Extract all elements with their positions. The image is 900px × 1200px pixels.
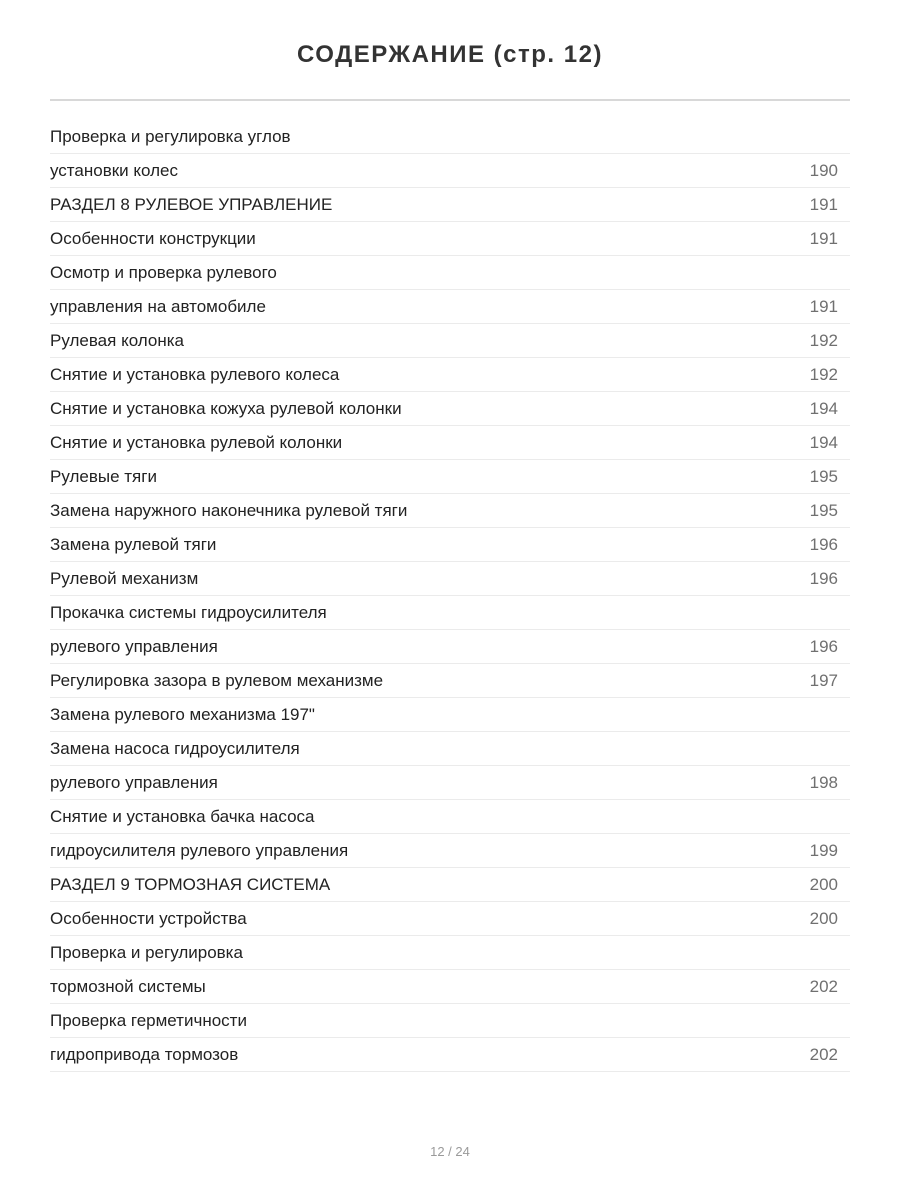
toc-row: [50, 936, 850, 970]
toc-page-number: 195: [809, 501, 838, 520]
toc-page-number: 196: [809, 535, 838, 554]
toc-page-number: 197: [809, 671, 838, 690]
toc-entry-text: Особенности конструкции: [50, 229, 256, 248]
toc-row: [50, 902, 850, 936]
toc-row: [50, 630, 850, 664]
toc-entry-text: Рулевая колонка: [50, 331, 184, 350]
toc-row: [50, 732, 850, 766]
toc-row: [50, 698, 850, 732]
page-title: СОДЕРЖАНИЕ (стр. 12): [297, 41, 603, 68]
toc-row: [50, 426, 850, 460]
toc-entry-text: Рулевые тяги: [50, 467, 157, 486]
toc-entry-text: рулевого управления: [50, 637, 218, 656]
toc-page-number: 191: [809, 229, 838, 248]
toc-row: [50, 222, 850, 256]
toc-row: [50, 800, 850, 834]
toc-row: [50, 834, 850, 868]
toc-entry-text: Снятие и установка бачка насоса: [50, 807, 315, 826]
toc-page-number: 192: [809, 331, 838, 350]
toc-entry-text: РАЗДЕЛ 8 РУЛЕВОЕ УПРАВЛЕНИЕ: [50, 195, 333, 214]
toc-entry-text: РАЗДЕЛ 9 ТОРМОЗНАЯ СИСТЕМА: [50, 875, 331, 894]
toc-row: [50, 392, 850, 426]
toc-row: [50, 256, 850, 290]
toc-entry-text: Проверка и регулировка углов: [50, 127, 291, 146]
toc-entry-text: рулевого управления: [50, 773, 218, 792]
table-of-contents: [50, 120, 850, 1072]
toc-page-number: 199: [809, 841, 838, 860]
toc-row: [50, 358, 850, 392]
toc-row: [50, 664, 850, 698]
toc-row: [50, 324, 850, 358]
toc-row: [50, 1038, 850, 1072]
toc-page-number: 202: [809, 1045, 838, 1064]
toc-row: [50, 120, 850, 154]
toc-page-number: 196: [809, 569, 838, 588]
toc-entry-text: Замена рулевого механизма 197": [50, 705, 315, 724]
toc-row: [50, 494, 850, 528]
toc-row: [50, 766, 850, 800]
toc-entry-text: Замена наружного наконечника рулевой тяги: [50, 501, 408, 520]
toc-row: [50, 290, 850, 324]
title-divider: [50, 99, 850, 101]
toc-row: [50, 868, 850, 902]
toc-row: [50, 1004, 850, 1038]
toc-page-number: 191: [809, 195, 838, 214]
toc-page-number: 195: [809, 467, 838, 486]
page-indicator: 12 / 24: [430, 1144, 470, 1159]
toc-row: [50, 562, 850, 596]
toc-entry-text: Снятие и установка рулевого колеса: [50, 365, 340, 384]
toc-entry-text: Регулировка зазора в рулевом механизме: [50, 671, 384, 690]
toc-row: [50, 460, 850, 494]
toc-entry-text: Рулевой механизм: [50, 569, 199, 588]
toc-entry-text: Прокачка системы гидроусилителя: [50, 603, 327, 622]
toc-entry-text: Снятие и установка кожуха рулевой колонки: [50, 399, 402, 418]
toc-entry-text: гидропривода тормозов: [50, 1045, 239, 1064]
toc-page-number: 191: [809, 297, 838, 316]
toc-entry-text: Осмотр и проверка рулевого: [50, 263, 277, 282]
toc-entry-text: Проверка герметичности: [50, 1011, 247, 1030]
toc-entry-text: установки колес: [50, 161, 178, 180]
toc-entry-text: Замена насоса гидроусилителя: [50, 739, 300, 758]
toc-row: [50, 154, 850, 188]
toc-row: [50, 970, 850, 1004]
toc-entry-text: Проверка и регулировка: [50, 943, 243, 962]
toc-page-number: 194: [809, 433, 838, 452]
toc-page-number: 202: [809, 977, 838, 996]
toc-page-number: 192: [809, 365, 838, 384]
toc-page-number: 198: [809, 773, 838, 792]
toc-row: [50, 188, 850, 222]
toc-entry-text: Снятие и установка рулевой колонки: [50, 433, 343, 452]
toc-entry-text: тормозной системы: [50, 977, 206, 996]
toc-row: [50, 596, 850, 630]
toc-entry-text: управления на автомобиле: [50, 297, 266, 316]
toc-entry-text: Особенности устройства: [50, 909, 247, 928]
toc-page-number: 190: [809, 161, 838, 180]
toc-page-number: 200: [809, 875, 838, 894]
toc-page-number: 196: [809, 637, 838, 656]
toc-entry-text: Замена рулевой тяги: [50, 535, 217, 554]
toc-row: [50, 528, 850, 562]
toc-page-number: 194: [809, 399, 838, 418]
toc-page-number: 200: [809, 909, 838, 928]
toc-entry-text: гидроусилителя рулевого управления: [50, 841, 349, 860]
